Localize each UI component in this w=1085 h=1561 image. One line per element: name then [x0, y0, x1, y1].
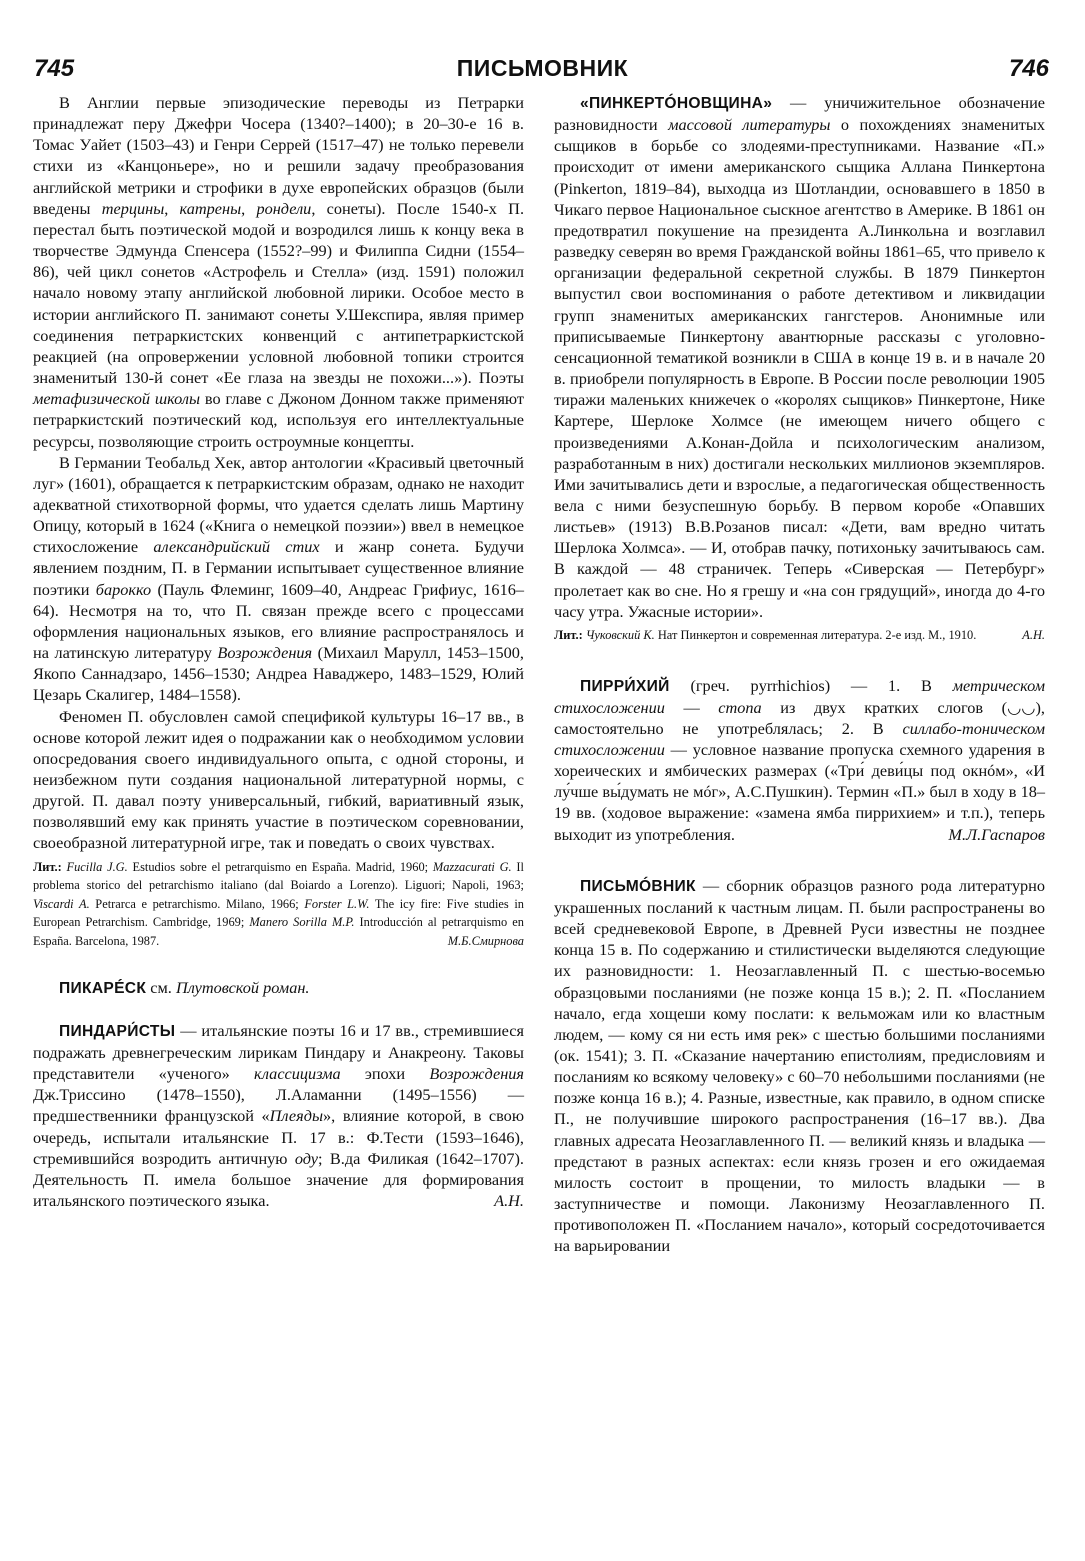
entry-headword: «ПИНКЕРТÓНОВЩИНА» [580, 95, 773, 112]
entry-picaresque: ПИКАРÉСК см. Плутовской роман. [59, 977, 310, 997]
article-paragraph: Феномен П. обусловлен самой спецификой культуры 16–17 вв., в основе которой лежит идея о подражании как о необходимом условии опосредования своего индивидуального опыта, с одной стороны, и неизбежном пути создания национальной литературной нормы, с другой. П. давал поэту универсальный, гибкий, вариативный язык, позволявший ему как принять участие в поэтическом соревновании, своеобразной литературной игре, так и поведать о своих чувствах. [33, 706, 524, 853]
right-column [554, 92, 1045, 1257]
entry-pinkertonism: «ПИНКЕРТÓНОВЩИНА» — уничижительное обозначение разновидности массовой литературы о похождениях знаменитых сыщиков в борьбе со злодеями-преступниками. Название «П.» происходит от имени американского сыщика Аллана Пинкертона (Pinkerton, 1819–84), выходца из Шотландии, основавшего в 1850 в Чикаго первое Национальное сыскное агентство в Америке. В 1861 он предотвратил покушение на президента А.Линкольна и возглавил разведку северян во время Гражданской войны 1861–65, что привело к организации федеральной секретной службы. В 1879 Пинкертон выпустил свои воспоминания о работе детективом и ликвидации групп знаменитых американских гангстеров. Анонимные или приписываемые Пинкертону авантюрные рассказы с уголовно-сенсационной тематикой возникли в США в конце 19 в. и в начале 20 в. приобрели популярность в Европе. В России после революции 1905 тиражи маленьких книжечек о «королях сыщиков» Пинкертоне, Нике Картере, Шерлоке Холмсе (не имеющем ничего общего с произведениями А.Конан-Дойла и психологическим анализом, разработанным в них) достигали нескольких миллионов экземпляров. Ими зачитывались дети и взрослые, а педагогическая общественность вела с ними безуспешную борьбу. В первом коробе «Опавших листьев» (1913) В.В.Розанов писал: «Дети, вам вредно читать Шерлока Холмса». — И, отобрав пачку, потихоньку зачитываюсь сам. В каждой — 48 страничек. Теперь «Сиверская — Петербург» пролетает как во сне. Но я грешу и «на сон грядущий», иногда до 4-го часу утра. Ужасные истории». [554, 93, 1046, 621]
entry-pyrrhic: ПИРРИ́ХИЙ (греч. pyrrhichios) — 1. В метрическом стихосложении — стопа из двух кратких слогов (◡◡), самостоятельно не употреблялась; 2. В силлабо-тоническом стихосложении — условное название пропуска схемного ударения в хореических и ямбических размерах («Три́ деви́цы под окнóм», «И лу́чше вы́думать не мóг», А.С.Пушкин). Термин «П.» был в ходу в 18–19 вв. (ходовое выражение: «замена ямба пиррихием» и т.п.), теперь выходит из употребления. М.Л.Гаспаров [554, 675, 1046, 844]
entry-headword: ПИСЬМÓВНИК [580, 877, 696, 895]
page-header [0, 0, 1085, 92]
article-author: М.Б.Смирнова [447, 934, 524, 948]
page-number-left: 745 [34, 55, 75, 82]
article-author: А.Н. [1022, 627, 1045, 642]
left-column [33, 92, 524, 1211]
entry-headword: ПИКАРÉСК [59, 979, 147, 997]
page-number-right: 746 [1008, 55, 1049, 82]
literature-block: Лит.: Fucilla J.G. Estudios sobre el petrarquismo en España. Madrid, 1960; Mazzacurati G. Il problema storico del petrarchismo italiano (dal Boiardo a Lorenzo). Liguori; Napoli, 1963; Viscardi A. Petrarca e petrarchismo. Milano, 1966; Forster L.W. The icy fire: Five studies in European Petrarchism. Cambridge, 1969; Manero Sorilla M.P. Introducción al petrarquismo en España. Barcelona, 1987. М.Б.Смирнова [33, 858, 524, 951]
literature-block: Лит.: Чуковский К. Нат Пинкертон и современная литература. 2-е изд. М., 1910. А.Н. [554, 626, 1045, 645]
article-paragraph: В Германии Теобальд Хек, автор антологии «Красивый цветочный луг» (1601), обращается к петраркистским образам, однако не находит адекватной стихотворной формы, что удается сделать лишь Мартину Опицу, который в 1624 («Книга о немецкой поэзии») ввел в немецкое стихосложение александрийский стих и жанр сонета. Будучи явлением поздним, П. в Германии испытывает существенное влияние поэтики барокко (Пауль Флеминг, 1609–40, Андреас Грифиус, 1616–64). Несмотря на то, что П. связан прежде всего с процессами оформления национальных языков, его влияние распространялось и на латинскую литературу Возрождения (Михаил Марулл, 1453–1500, Якопо Саннадзаро, 1456–1530; Андреа Наваджеро, 1483–1529, Юлий Цезарь Скалигер, 1484–1558). [33, 452, 525, 705]
article-author: М.Л.Гаспаров [948, 824, 1045, 844]
article-author: А.Н. [494, 1191, 524, 1210]
cross-reference-link[interactable]: Плутовской роман. [175, 977, 310, 997]
entry-pindarists: ПИНДАРИ́СТЫ — итальянские поэты 16 и 17 вв., стремившиеся подражать древнегреческим лирикам Пиндару и Анакреону. Таковы представители «ученого» классицизма эпохи Возрождения Дж.Триссино (1478–1550), Л.Аламанни (1495–1556) — предшественники французской «Плеяды», влияние которой, в свою очередь, испытали итальянские П. 17 в.: Ф.Тести (1593–1646), стремившийся возродить античную оду; В.да Филикая (1642–1707). Деятельность П. имела большое значение для формирования итальянского поэтического языка. А.Н. [33, 1020, 525, 1210]
entry-headword: ПИНДАРИ́СТЫ [59, 1022, 176, 1040]
entry-pismovnik: ПИСЬМÓВНИК — сборник образцов разного рода литературно украшенных посланий к частным лицам. П. были распространены во всей средневековой Европе, в Древней Руси известны не позднее конца 15 в. По содержанию и стилистически выделяются следующие их разновидности: 1. Неозаглавленный П. с шестью-восемью образцовыми посланиями (не позже конца 15 в.); 2. П. «Посланием начало, егда хощеши кому послати: к вельможам или ко властным людем, — кому ся ни есть имя рек» с шестью большими посланиями (ок. 1541); 3. П. «Сказание начертанию епистолиям, предисловиям и посланиям ко всякому человеку» с 60–70 небольшими посланиями (не позже конца 16 в.); 4. Разные, известные, как правило, в одном списке П., не получившие широкого распространения (16–17 вв.). Два главных адресата Неозаглавленного П. — великий князь и владыка — предстают в разных аспектах: если князь грозен и его ожидаемая милость состоит в прощении, то милость владыки — в заступничестве и помощи. Лаконизму Неозаглавленного П. противоположен П. «Посланием начало», который сосредоточивается на варьировании [554, 875, 1045, 1256]
article-paragraph: В Англии первые эпизодические переводы из Петрарки принадлежат перу Джефри Чосера (1340?–1400); в 20–30-е 16 в. Томас Уайет (1503–43) и Генри Серрей (1517–47) не только перевели стихи из «Канцоньере», но и решили задачу преобразования английской метрики и строфики в духе европейских образцов (были введены терцины, катрены, рондели, сонеты). После 1540-х П. перестал быть поэтической модой и возродился лишь к концу века в творчестве Эдмунда Спенсера (1552?–99) и Филиппа Сидни (1554–86), чей цикл сонетов «Астрофель и Стелла» (изд. 1591) положил начало новому этапу английской любовной лирики. Особое место в истории английского П. занимают сонеты У.Шекспира, являя пример соединения петраркистских конвенций с антипетраркистской реакцией (на опровержении условной любовной топики строится знаменитый 130-й сонет «Ее глаза на звезды не похожи...»). Поэты метафизической школы во главе с Джоном Донном также применяют петраркистский поэтический код, используя его интеллектуальные ресурсы, позволяющие строить остроумные концепты. [33, 93, 525, 451]
running-title: ПИСЬМОВНИК [456, 55, 629, 81]
entry-headword: ПИРРИ́ХИЙ [580, 677, 670, 695]
